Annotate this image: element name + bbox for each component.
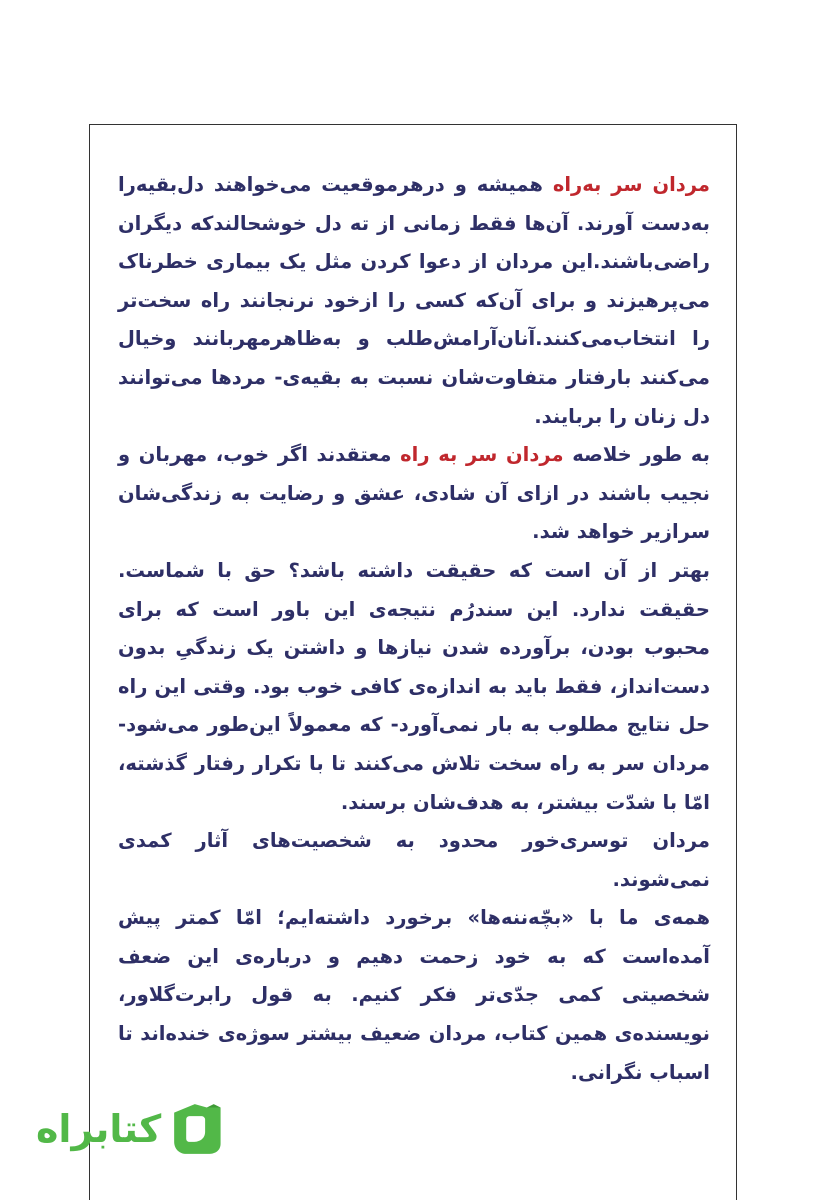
paragraph-4: مردان توسری‌خور محدود به شخصیت‌های آثار کمدی نمی‌شوند. bbox=[118, 829, 710, 891]
paragraph-5: همه‌ی ما با «بچّه‌ننه‌ها» برخورد داشته‌ایم؛ امّا کمتر پیش آمده‌است که به خود زحمت دهیم و درباره‌ی این ضعف شخصیتی کمی جدّی‌تر فکر کنیم. به قول رابرت‌گلاور، نویسنده‌ی همین کتاب، مردان ضعیف بیشتر سوژه‌ی خنده‌اند تا اسباب نگرانی. bbox=[118, 906, 710, 1084]
highlight-phrase: مردان سر به‌راه bbox=[552, 173, 710, 196]
paragraph-1 bbox=[118, 166, 710, 436]
book-page-text bbox=[118, 166, 710, 1092]
paragraph-3: بهتر از آن است که حقیقت داشته باشد؟ حق با شماست. حقیقت ندارد. این سندرُم نتیجه‌ی این باور است که برای محبوب بودن، برآورده شدن نیازها و داشتن یک زندگیِ بدون دست‌انداز، فقط باید به اندازه‌ی کافی خوب بود. وقتی این راه حل نتایج مطلوب به بار نمی‌آورد- که معمولاً این‌طور می‌شود- مردان سر به راه سخت تلاش می‌کنند تا با تکرار رفتار گذشته، امّا با شدّت بیشتر، به هدف‌شان برسند. bbox=[118, 558, 710, 814]
paragraph-2 bbox=[118, 436, 710, 552]
book-leaf-icon bbox=[169, 1096, 226, 1162]
ketabrah-logo bbox=[36, 1094, 226, 1164]
paragraph-text: معتقدند اگر خوب، مهربان و نجیب باشند در ازای آن شادی، عشق و رضایت به زندگی‌شان سرازیر خواهد شد. bbox=[118, 443, 710, 544]
highlight-phrase: مردان سر به راه bbox=[400, 443, 564, 467]
paragraph-text: همیشه و درهرموقعیت می‌خواهند دل‌بقیه‌را به‌دست آورند. آن‌ها فقط زمانی از ته دل خوشحالندکه دیگران راضی‌باشند.این مردان از دعوا کردن مثل یک بیماری خطرناک می‌پرهیزند و برای آن‌که کسی را ازخود نرنجانند راه سخت‌تر را انتخاب‌می‌کنند.آنان‌آرامش‌طلب و به‌ظاهرمهربانند وخیال می‌کنند بارفتار متفاوت‌شان نسبت به بقیه‌ی- مردها می‌توانند دل زنان را بربایند. bbox=[118, 173, 710, 428]
logo-text: کتابراه bbox=[36, 1107, 162, 1151]
paragraph-text: به طور خلاصه bbox=[563, 443, 710, 467]
